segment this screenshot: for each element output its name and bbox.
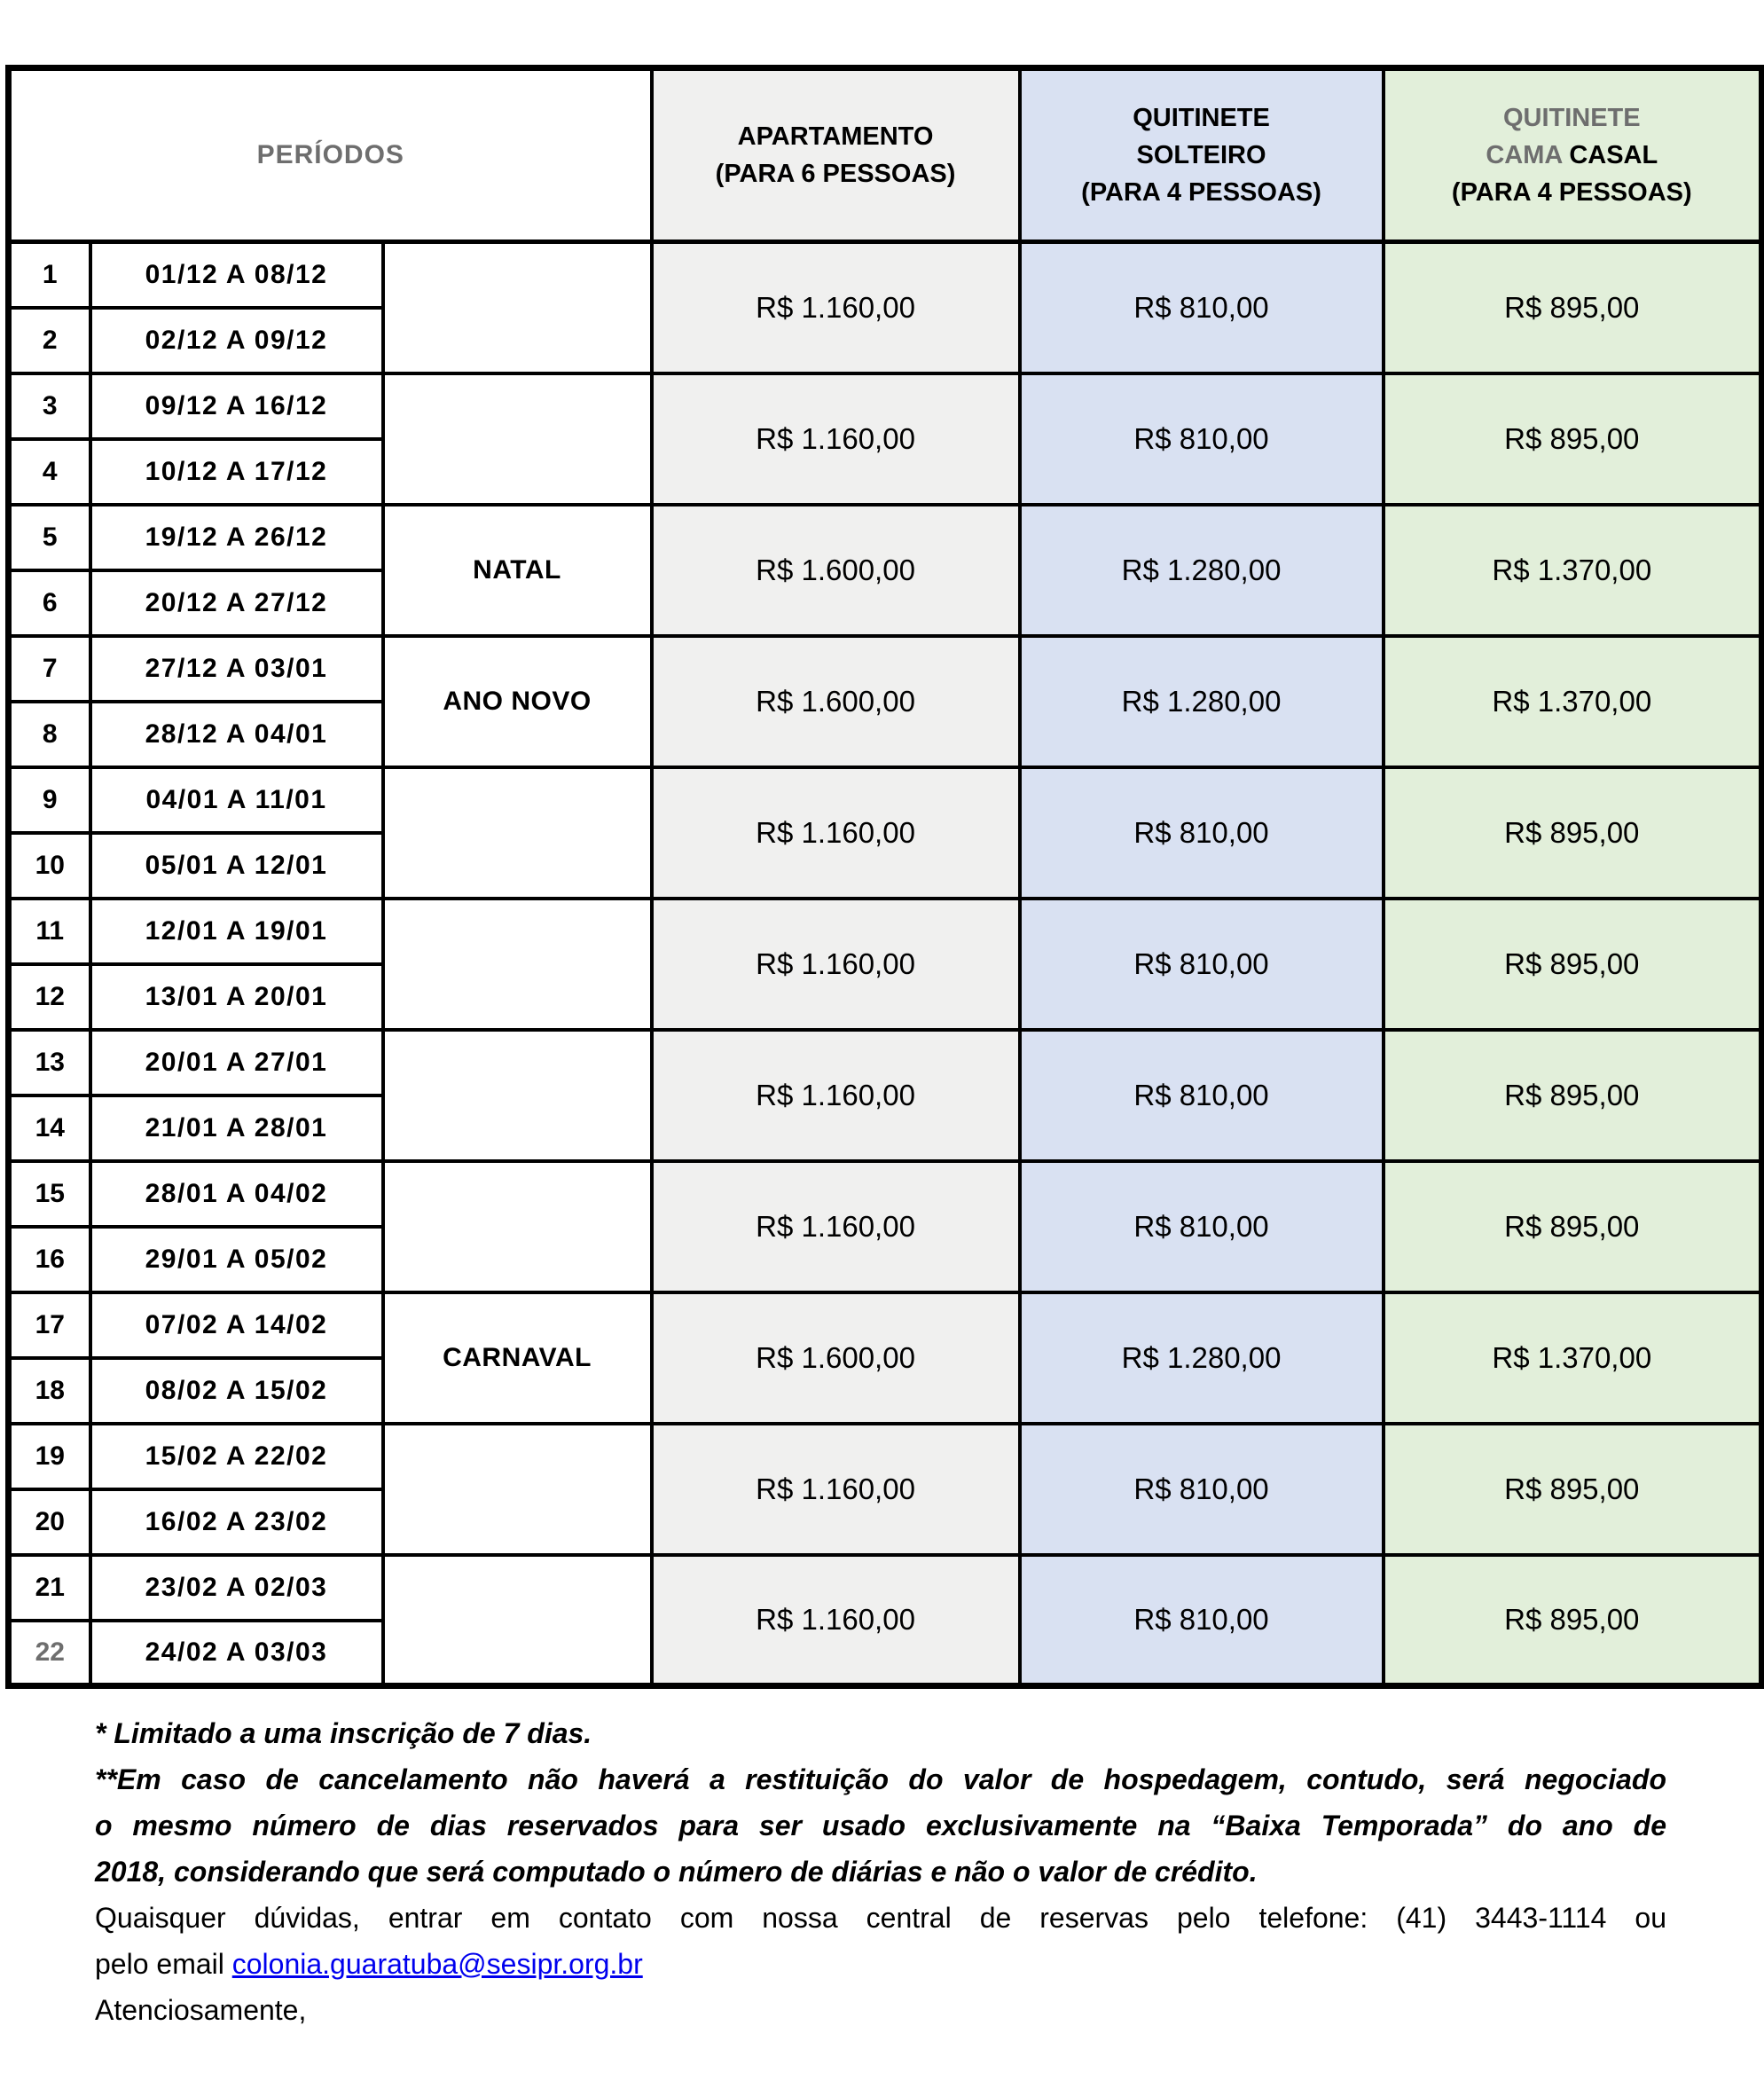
period-dates: 21/01 A 28/01 bbox=[90, 1095, 383, 1161]
price-apartamento: R$ 1.600,00 bbox=[652, 1292, 1020, 1424]
price-apartamento: R$ 1.600,00 bbox=[652, 636, 1020, 767]
price-solteiro: R$ 810,00 bbox=[1020, 899, 1384, 1030]
period-number: 9 bbox=[9, 767, 90, 833]
table-row bbox=[9, 242, 1762, 308]
header-casal-line3: (PARA 4 PESSOAS) bbox=[1451, 178, 1692, 207]
period-number: 10 bbox=[9, 833, 90, 899]
period-number: 3 bbox=[9, 373, 90, 439]
price-apartamento: R$ 1.160,00 bbox=[652, 1424, 1020, 1555]
table-row bbox=[9, 767, 1762, 833]
price-solteiro: R$ 1.280,00 bbox=[1020, 505, 1384, 636]
price-solteiro: R$ 810,00 bbox=[1020, 1161, 1384, 1292]
table-row bbox=[9, 1292, 1762, 1358]
period-dates: 28/01 A 04/02 bbox=[90, 1161, 383, 1227]
header-casal-line2: CAMA CASAL bbox=[1486, 141, 1658, 169]
period-dates: 23/02 A 02/03 bbox=[90, 1555, 383, 1621]
price-casal: R$ 895,00 bbox=[1384, 767, 1762, 899]
period-dates: 02/12 A 09/12 bbox=[90, 308, 383, 373]
footnote-limit: * Limitado a uma inscrição de 7 dias. bbox=[95, 1717, 592, 1749]
closing-line: Atenciosamente, bbox=[95, 1994, 307, 2026]
period-number: 17 bbox=[9, 1292, 90, 1358]
holiday-label bbox=[383, 899, 652, 1030]
price-casal: R$ 895,00 bbox=[1384, 899, 1762, 1030]
price-casal: R$ 895,00 bbox=[1384, 1030, 1762, 1161]
period-number: 14 bbox=[9, 1095, 90, 1161]
header-apartamento-line1: APARTAMENTO bbox=[737, 122, 934, 151]
footnote-cancel-line3: 2018, considerando que será computado o número de diárias e não o valor de crédito. bbox=[95, 1856, 1258, 1888]
header-apartamento bbox=[652, 68, 1020, 242]
header-solteiro-line3: (PARA 4 PESSOAS) bbox=[1081, 178, 1321, 207]
footnote-cancel-line1: **Em caso de cancelamento não haverá a restituição do valor de hospedagem, contudo, será negociado bbox=[95, 1763, 1666, 1795]
holiday-label bbox=[383, 1424, 652, 1555]
price-solteiro: R$ 810,00 bbox=[1020, 767, 1384, 899]
price-table bbox=[5, 65, 1764, 1689]
period-dates: 10/12 A 17/12 bbox=[90, 439, 383, 505]
period-number: 15 bbox=[9, 1161, 90, 1227]
holiday-label bbox=[383, 242, 652, 373]
price-apartamento: R$ 1.160,00 bbox=[652, 1030, 1020, 1161]
holiday-label bbox=[383, 373, 652, 505]
price-casal: R$ 895,00 bbox=[1384, 373, 1762, 505]
price-solteiro: R$ 1.280,00 bbox=[1020, 636, 1384, 767]
table-row bbox=[9, 899, 1762, 964]
footnotes bbox=[95, 1710, 1666, 2033]
table-row bbox=[9, 505, 1762, 570]
period-number: 2 bbox=[9, 308, 90, 373]
price-casal: R$ 1.370,00 bbox=[1384, 505, 1762, 636]
holiday-label bbox=[383, 767, 652, 899]
period-dates: 08/02 A 15/02 bbox=[90, 1358, 383, 1424]
email-link[interactable]: colonia.guaratuba@sesipr.org.br bbox=[231, 1948, 643, 1980]
period-dates: 24/02 A 03/03 bbox=[90, 1621, 383, 1686]
period-number: 18 bbox=[9, 1358, 90, 1424]
period-dates: 13/01 A 20/01 bbox=[90, 964, 383, 1030]
table-row bbox=[9, 1555, 1762, 1621]
price-apartamento: R$ 1.600,00 bbox=[652, 505, 1020, 636]
period-dates: 01/12 A 08/12 bbox=[90, 242, 383, 308]
holiday-label bbox=[383, 1161, 652, 1292]
period-dates: 09/12 A 16/12 bbox=[90, 373, 383, 439]
price-solteiro: R$ 1.280,00 bbox=[1020, 1292, 1384, 1424]
header-periodos: PERÍODOS bbox=[9, 68, 652, 242]
period-number: 6 bbox=[9, 570, 90, 636]
period-dates: 20/12 A 27/12 bbox=[90, 570, 383, 636]
table-row bbox=[9, 1424, 1762, 1489]
price-solteiro: R$ 810,00 bbox=[1020, 242, 1384, 373]
price-apartamento: R$ 1.160,00 bbox=[652, 242, 1020, 373]
table-row bbox=[9, 1030, 1762, 1095]
holiday-label: CARNAVAL bbox=[383, 1292, 652, 1424]
price-apartamento: R$ 1.160,00 bbox=[652, 1555, 1020, 1686]
price-casal: R$ 1.370,00 bbox=[1384, 636, 1762, 767]
price-casal: R$ 895,00 bbox=[1384, 242, 1762, 373]
period-dates: 15/02 A 22/02 bbox=[90, 1424, 383, 1489]
header-casal-line1: QUITINETE bbox=[1502, 104, 1641, 132]
price-apartamento: R$ 1.160,00 bbox=[652, 373, 1020, 505]
table-row bbox=[9, 636, 1762, 702]
header-row bbox=[9, 68, 1762, 242]
period-dates: 07/02 A 14/02 bbox=[90, 1292, 383, 1358]
price-casal: R$ 895,00 bbox=[1384, 1555, 1762, 1686]
period-number: 11 bbox=[9, 899, 90, 964]
table-row bbox=[9, 373, 1762, 439]
period-dates: 12/01 A 19/01 bbox=[90, 899, 383, 964]
period-dates: 05/01 A 12/01 bbox=[90, 833, 383, 899]
period-number: 21 bbox=[9, 1555, 90, 1621]
header-quitinete-casal bbox=[1384, 68, 1762, 242]
period-dates: 28/12 A 04/01 bbox=[90, 702, 383, 767]
footnote-cancel-line2: o mesmo número de dias reservados para ser usado exclusivamente na “Baixa Temporada” do ano de bbox=[95, 1810, 1666, 1841]
holiday-label: NATAL bbox=[383, 505, 652, 636]
period-number: 4 bbox=[9, 439, 90, 505]
price-solteiro: R$ 810,00 bbox=[1020, 1030, 1384, 1161]
period-number: 13 bbox=[9, 1030, 90, 1095]
period-number: 16 bbox=[9, 1227, 90, 1292]
holiday-label bbox=[383, 1555, 652, 1686]
header-solteiro-line2: SOLTEIRO bbox=[1136, 141, 1266, 169]
period-dates: 19/12 A 26/12 bbox=[90, 505, 383, 570]
price-apartamento: R$ 1.160,00 bbox=[652, 1161, 1020, 1292]
contact-line: Quaisquer dúvidas, entrar em contato com nossa central de reservas pelo telefone: (41) 3443-1114 ou bbox=[95, 1902, 1666, 1934]
period-dates: 27/12 A 03/01 bbox=[90, 636, 383, 702]
header-quitinete-solteiro bbox=[1020, 68, 1384, 242]
period-number: 19 bbox=[9, 1424, 90, 1489]
table-row bbox=[9, 1161, 1762, 1227]
holiday-label: ANO NOVO bbox=[383, 636, 652, 767]
price-solteiro: R$ 810,00 bbox=[1020, 373, 1384, 505]
price-apartamento: R$ 1.160,00 bbox=[652, 899, 1020, 1030]
period-number: 1 bbox=[9, 242, 90, 308]
period-number: 7 bbox=[9, 636, 90, 702]
period-dates: 29/01 A 05/02 bbox=[90, 1227, 383, 1292]
period-number: 22 bbox=[9, 1621, 90, 1686]
period-dates: 16/02 A 23/02 bbox=[90, 1489, 383, 1555]
price-casal: R$ 1.370,00 bbox=[1384, 1292, 1762, 1424]
period-number: 12 bbox=[9, 964, 90, 1030]
price-solteiro: R$ 810,00 bbox=[1020, 1424, 1384, 1555]
holiday-label bbox=[383, 1030, 652, 1161]
period-dates: 20/01 A 27/01 bbox=[90, 1030, 383, 1095]
period-number: 8 bbox=[9, 702, 90, 767]
period-number: 20 bbox=[9, 1489, 90, 1555]
price-apartamento: R$ 1.160,00 bbox=[652, 767, 1020, 899]
email-prefix: pelo email bbox=[95, 1948, 232, 1980]
period-dates: 04/01 A 11/01 bbox=[90, 767, 383, 833]
header-apartamento-line2: (PARA 6 PESSOAS) bbox=[715, 160, 956, 188]
email-line bbox=[95, 1941, 1666, 1987]
price-solteiro: R$ 810,00 bbox=[1020, 1555, 1384, 1686]
price-casal: R$ 895,00 bbox=[1384, 1161, 1762, 1292]
price-casal: R$ 895,00 bbox=[1384, 1424, 1762, 1555]
period-number: 5 bbox=[9, 505, 90, 570]
header-solteiro-line1: QUITINETE bbox=[1133, 104, 1270, 132]
